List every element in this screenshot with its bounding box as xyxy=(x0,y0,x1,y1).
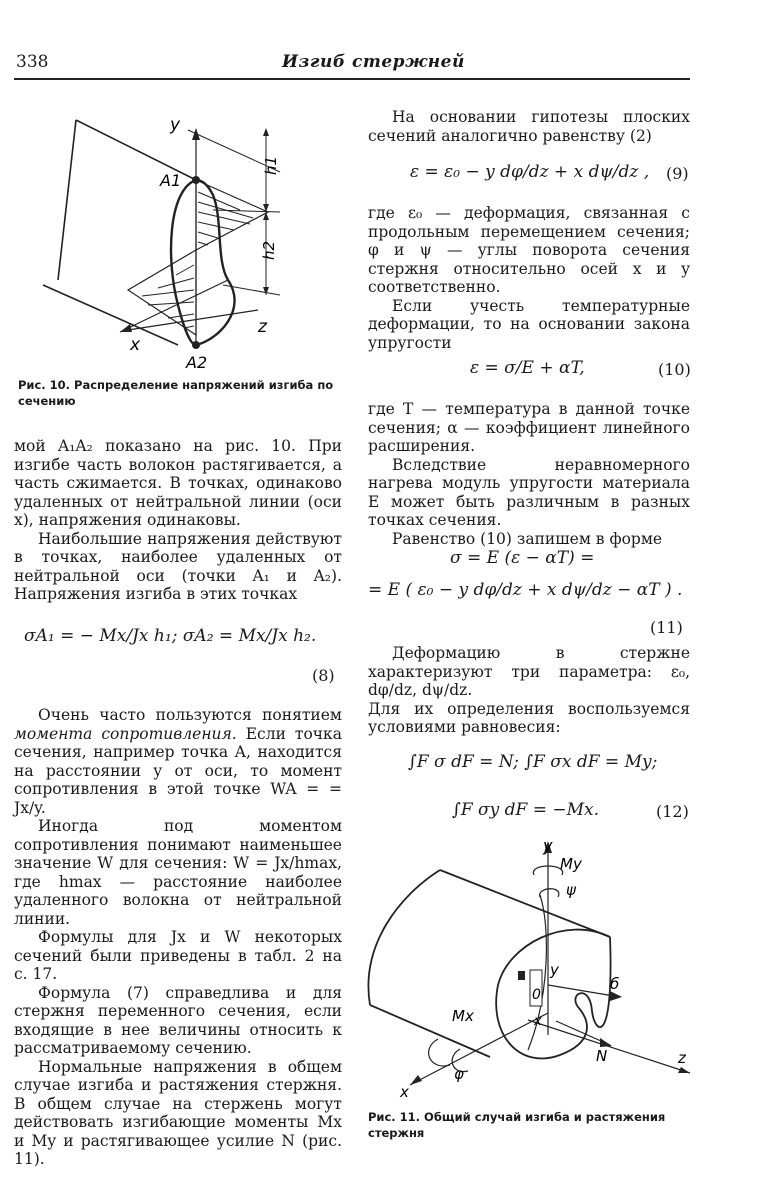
label-x: x xyxy=(130,335,141,355)
fig11-label-sigma: б xyxy=(610,975,620,993)
section-contour xyxy=(171,180,235,345)
label-a1: A1 xyxy=(160,171,182,190)
term-section-modulus: момента сопротивления. xyxy=(14,724,237,743)
equation-11b: = E ( ε₀ − y dφ/dz + x dψ/dz − αT ) . xyxy=(368,580,683,600)
mx-moment-arc xyxy=(429,1039,450,1066)
left-paragraph-3a: Очень часто пользуются понятием xyxy=(38,706,342,724)
right-column-params xyxy=(368,644,690,737)
fig11-label-x: x xyxy=(400,1083,409,1101)
left-column xyxy=(14,437,342,604)
right-column-lower xyxy=(368,400,690,548)
dim-ext-bottom xyxy=(223,285,280,295)
page-number: 338 xyxy=(16,52,49,72)
left-paragraph-2: Наибольшие напряжения действуют в точках, наиболее удаленных от нейтральной оси (точки A₁ и A₂). Напряжения изгиба в этих точках xyxy=(14,529,342,603)
x-arrowhead xyxy=(120,324,132,332)
point-a2 xyxy=(192,341,200,349)
stress-triangle-lower xyxy=(128,250,196,335)
equation-12b: ∫F σy dF = −Mx. xyxy=(452,800,600,820)
element-marker xyxy=(518,971,525,980)
label-h2: h2 xyxy=(260,240,278,260)
fig11-label-mx: Mx xyxy=(452,1007,474,1025)
right-paragraph-4: где T — температура в данной точке сечения; α — коэффициент линейного расширения. xyxy=(368,400,690,455)
end-section-contour xyxy=(496,930,610,1059)
equation-12a: ∫F σ dF = N; ∫F σx dF = My; xyxy=(408,752,658,772)
left-paragraph-7: Нормальные напряжения в общем случае изгиба и растяжения стержня. В общем случае на стержень могут действовать изгибающие моменты Mx и My и растягивающее усилие N (рис. 11). xyxy=(14,1057,342,1168)
point-a1 xyxy=(192,176,200,184)
dim-ext-mid xyxy=(213,210,280,212)
running-title: Изгиб стержней xyxy=(282,52,465,72)
cylinder-top-edge xyxy=(440,870,610,937)
right-paragraph-3: Если учесть температурные деформации, то на основании закона упругости xyxy=(368,296,690,352)
cylinder-left-edge xyxy=(368,870,440,1005)
equation-8: σA₁ = − Mx/Jx h₁; σA₂ = Mx/Jx h₂. xyxy=(24,626,317,646)
left-column-lower xyxy=(14,706,342,1169)
label-h1: h1 xyxy=(262,155,280,175)
psi-rotation-arc xyxy=(540,889,559,897)
equation-11-number: (11) xyxy=(650,618,683,637)
fig11-label-y: y xyxy=(543,836,553,855)
bar-left-edge xyxy=(58,120,76,280)
x-axis-11 xyxy=(410,1013,548,1085)
fig11-label-zero: 0 xyxy=(532,987,541,1003)
right-paragraph-5: Вследствие неравномерного нагрева модуль упругости материала E может быть различным в разных точках сечения. xyxy=(368,455,690,529)
label-z: z xyxy=(258,317,267,337)
figure-10-caption: Рис. 10. Распределение напряжений изгиба по сечению xyxy=(18,378,334,408)
fig11-label-z: z xyxy=(678,1049,686,1067)
label-y: y xyxy=(170,115,181,135)
right-paragraph-7b: Для их определения воспользуемся условиями равновесия: xyxy=(368,699,690,736)
right-column-mid xyxy=(368,204,690,352)
header-rule xyxy=(14,78,690,80)
left-paragraph-3b: Если точка сечения, например точка A, находится на расстоянии y от оси, то момент сопротивления в этой точке WA = = Jx/y. xyxy=(14,724,342,817)
stress-triangle-upper xyxy=(196,180,268,250)
equation-12-number: (12) xyxy=(656,802,689,821)
z-axis-11 xyxy=(528,1020,690,1073)
fig11-label-phi: φ xyxy=(454,1065,464,1083)
equation-8-number: (8) xyxy=(312,666,335,685)
n-arrowhead xyxy=(600,1038,612,1047)
right-paragraph-7a: Деформацию в стержне характеризуют три параметра: ε₀, dφ/dz, dψ/dz. xyxy=(368,644,690,699)
label-a2: A2 xyxy=(186,353,208,372)
right-column-top xyxy=(368,108,690,145)
y-arrowhead xyxy=(192,128,200,140)
fig11-label-my: My xyxy=(560,855,582,873)
equation-10: ε = σ/E + αT, xyxy=(470,358,585,378)
right-paragraph-6: Равенство (10) запишем в форме xyxy=(392,529,663,548)
figure-10 xyxy=(18,100,348,375)
equation-11a: σ = E (ε − αT) = xyxy=(450,548,595,568)
left-paragraph-4: Иногда под моментом сопротивления понимают наименьшее значение W для сечения: W = Jx/hmax, где hmax — расстояние наиболее удаленного волокна от нейтральной линии. xyxy=(14,817,342,928)
left-paragraph-5: Формулы для Jx и W некоторых сечений были приведены в табл. 2 на с. 17. xyxy=(14,928,342,983)
fig11-label-x-small: x xyxy=(534,1014,542,1029)
right-paragraph-1: На основании гипотезы плоских сечений аналогично равенству (2) xyxy=(368,108,690,145)
fig11-label-psi: ψ xyxy=(566,881,576,899)
equation-9: ε = ε₀ − y dφ/dz + x dψ/dz , xyxy=(410,162,650,182)
figure-11 xyxy=(360,835,692,1110)
fig11-label-n: N xyxy=(596,1047,608,1065)
right-paragraph-2: где ε₀ — деформация, связанная с продольным перемещением сечения; φ и ψ — углы поворота сечения стержня относительно осей x и y соответственно. xyxy=(368,204,690,296)
equation-9-number: (9) xyxy=(666,164,689,183)
left-paragraph-6: Формула (7) справедлива и для стержня переменного сечения, если входящие в нее величины относить к рассматриваемому сечению. xyxy=(14,983,342,1057)
equation-10-number: (10) xyxy=(658,360,691,379)
fig11-label-y2: y xyxy=(550,961,559,979)
z-axis xyxy=(128,310,258,330)
left-paragraph-1: мой A₁A₂ показано на рис. 10. При изгибе часть волокон растягивается, а часть сжимается. В точках, одинаково удаленных от нейтральной линии (оси x), напряжения одинаковы. xyxy=(14,437,342,529)
figure-11-caption: Рис. 11. Общий случай изгиба и растяжения стержня xyxy=(368,1110,666,1140)
